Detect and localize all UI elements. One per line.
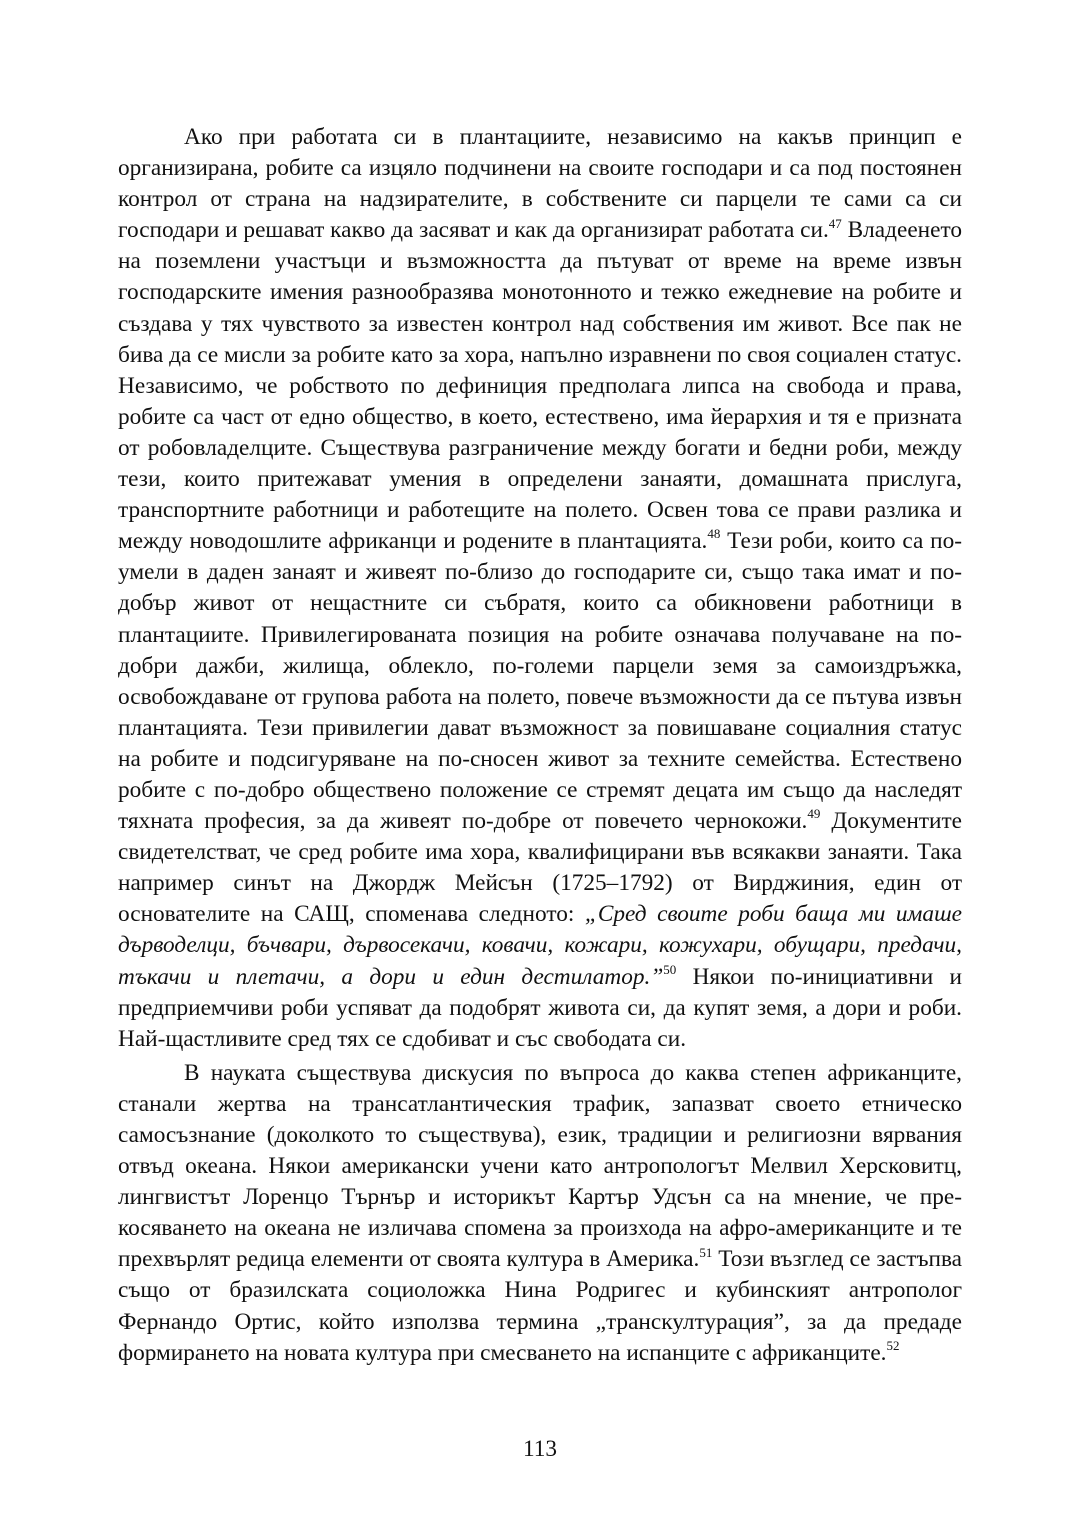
footnote-ref-49: 49 [807,806,821,822]
footnote-ref-51: 51 [699,1244,713,1260]
paragraph-2 [118,1058,962,1369]
paragraph-1-text-1: Ако при работата си в плантациите, независимо на какъв принцип е организирана, робите са изцяло подчинени на своите господари и са под постоянен контрол от страна на надзирателите, в собствените си парцели те сами са си господари и решават какво да засяват и как да организират работата си. [118,124,962,244]
footnote-ref-48: 48 [707,526,721,542]
paragraph-1 [118,122,962,1055]
footnote-ref-50: 50 [663,961,677,977]
paragraph-1-text-3: Тези роби, които са по-умели в даден занаят и живеят по-близо до господарите си, също така имат и по-добър живот от нещастните си събратя, които са обикновени работници в плантациите. Привилегированата позиция на робите означава получаване на по-добри дажби, жилища, облекло, по-големи парцели земя за самоиздръжка, освобождаване от групова работа на полето, повече възможности да се пътува извън плантацията. Тези привилегии дават възможност за повишаване социалния статус на робите и подсигуряване на по-сносен живот за техните семейства. Естествено робите с по-добро обществено положение се стремят децата им също да наследят тяхната професия, за да живеят по-добре от повечето чернокожи. [118,528,962,835]
footnote-ref-52: 52 [886,1337,900,1353]
paragraph-1-text-5: Някои по-инициативни и предприемчиви роби успяват да подобрят живота си, да купят земя, а дори и роби. Най-щастливите сред тях се сдобиват и със свободата си. [118,963,962,1052]
page-number: 113 [522,1436,558,1462]
footnote-ref-47: 47 [828,215,842,231]
page-body [118,122,962,1369]
paragraph-1-text-2: Владеенето на поземлени участъци и възможността да пътуват от време на време извън господарските имения разнообразява монотонното и тежко ежедневие на робите и създава у тях чувството за известен контрол над собствения им живот. Все пак не бива да се мисли за робите като за хора, напълно изравнени по своя социален статус. Независимо, че робството по дефиниция предполага липса на свобода и права, робите са част от едно общество, в което, естествено, има йерархия и тя е призната от робовладелците. Съществува разграничение между богати и бедни роби, между тези, които притежават умения в определени занаяти, домашната прислуга, транспортните работници и работещите на полето. Освен това се прави разлика и между новодошлите африканци и родените в плантацията. [118,217,962,555]
paragraph-2-text-2: Този възглед се застъпва също от бразилската социоложка Нина Родригес и кубинският антрополог Фернандо Ортис, който използва термина „транскултурация”, за да предаде формирането на новата култура при смесването на испанците с африканците. [118,1246,962,1366]
paragraph-2-text-1: В науката съществува дискусия по въпроса до каква степен африканците, станали жертва на трансатлантическия трафик, запазват своето етническо самосъзнание (доколкото то съществува), език, традиции и религиозни вярвания отвъд океана. Някои американски учени като антропологът Мелвил Херсковитц, лингвистът Лоренцо Търнър и историкът Картър Удсън са на мнение, че прекосяването на океана не изличава спомена за произхода на афро-американците и те прехвърлят редица елементи от своята култура в Америка. [118,1059,962,1273]
mason-quote: „Сред своите роби баща ми имаше дърводелци, бъчвари, дървосекачи, ковачи, кожари, кожухари, обущари, предачи, тъкачи и плетачи, а дори и един дестилатор.” [118,901,962,990]
paragraph-1-text-4: Документите свидетелстват, че сред робите има хора, квалифицирани във всякакви занаяти. Така например синът на Джордж Мейсън (1725–1792) от Вирджиния, един от основателите на САЩ, споменава следното: [118,808,962,928]
